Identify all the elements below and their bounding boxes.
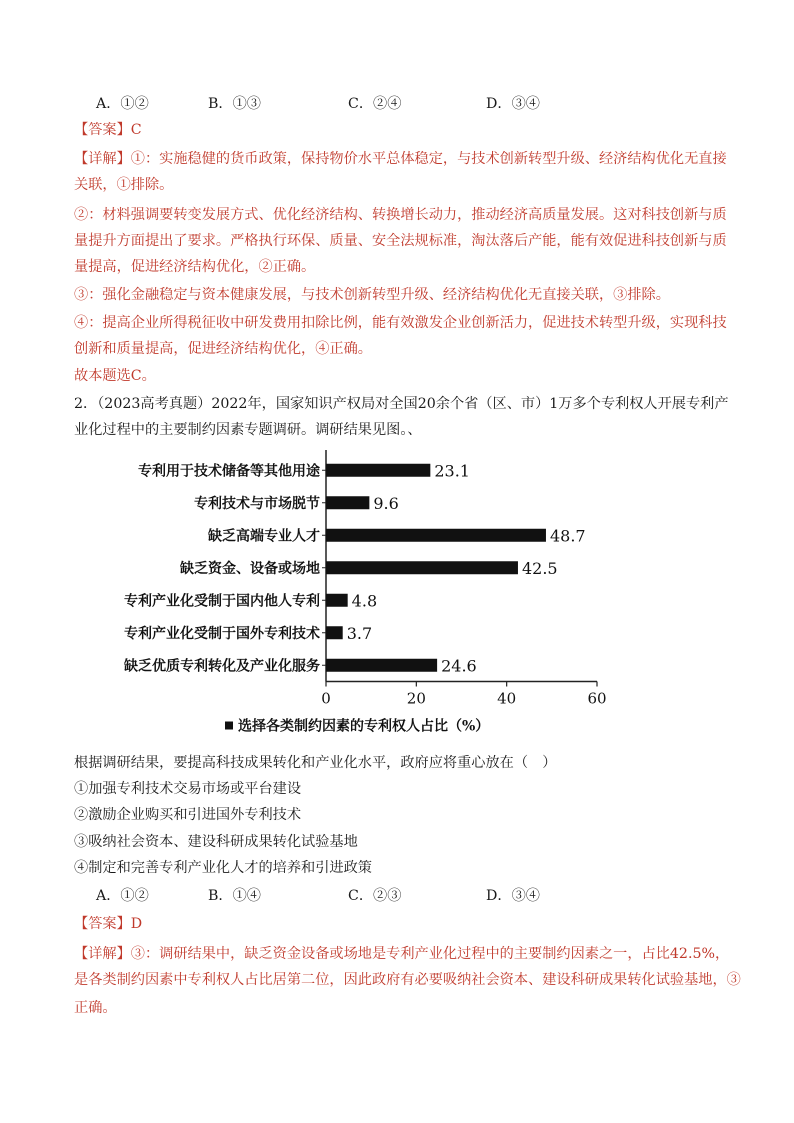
q2-option-d: D．③④ [486,888,540,904]
q2-option-a: A．①② [96,888,149,904]
answer-tag: 【答案】 [74,122,131,138]
category-label: 专利产业化受制于国外专利技术 [124,625,320,642]
value-label: 23.1 [434,461,470,481]
category-label: 专利技术与市场脱节 [194,495,320,512]
q2-detail-line-3: 正确。 [74,1000,117,1016]
q1-conclusion: 故本题选C。 [74,368,156,384]
bar-chart-svg [80,440,640,740]
x-tick-label: 40 [497,689,517,708]
detail-tag: 【详解】 [74,946,131,962]
x-tick-label: 20 [406,689,426,708]
q1-option-b: B．①③ [208,96,261,112]
bar [326,594,348,607]
value-label: 24.6 [441,656,477,676]
q2-item-3: ③吸纳社会资本、建设科研成果转化试验基地 [74,834,358,850]
q1-answer [74,120,142,140]
q2-item-1: ①加强专利技术交易市场或平台建设 [74,781,302,797]
q1-option-c: C．②④ [348,96,402,112]
category-label: 专利产业化受制于国内他人专利 [124,593,320,610]
q2-detail-line-2: 是各类制约因素中专利权人占比居第二位，因此政府有必要吸纳社会资本、建设科研成果转化试验基地，③ [74,972,741,988]
q1-detail-line-4: 量提升方面提出了要求。严格执行环保、质量、安全法规标准，淘汰落后产能，能有效促进科技创新与质 [74,233,727,249]
bar [326,464,430,477]
q1-detail-line-3: ②：材料强调要转变发展方式、优化经济结构、转换增长动力，推动经济高质量发展。这对科技创新与质 [74,207,727,223]
category-label: 专利用于技术储备等其他用途 [138,463,320,480]
q1-detail-line-8: 创新和质量提高，促进经济结构优化，④正确。 [74,341,372,357]
q2-item-4: ④制定和完善专利产业化人才的培养和引进政策 [74,860,372,876]
value-label: 9.6 [373,493,399,513]
q1-detail-line-5: 量提高，促进经济结构优化，②正确。 [74,259,316,275]
value-label: 42.5 [521,558,558,578]
bar [326,626,343,639]
x-tick-label: 0 [321,689,331,708]
detail-tag: 【详解】 [74,151,131,167]
value-label: 3.7 [346,623,373,643]
category-label: 缺乏资金、设备或场地 [180,560,320,577]
q2-item-2: ②激励企业购买和引进国外专利技术 [74,807,302,823]
value-label: 48.7 [549,526,586,546]
q2-question: 根据调研结果，要提高科技成果转化和产业化水平，政府应将重心放在（ ） [74,755,557,771]
detail-text: ①：实施稳健的货币政策，保持物价水平总体稳定，与技术创新转型升级、经济结构优化无直接 [130,151,727,167]
q2-answer [74,914,142,934]
q1-option-d: D．③④ [486,96,540,112]
q1-detail-line-2: 关联，①排除。 [74,177,174,193]
bar [326,561,518,574]
q2-stem-line-1: 2．（2023高考真题）2022年，国家知识产权局对全国20余个省（区、市）1万多个专利权人开展专利产 [74,396,729,412]
legend-swatch [225,722,233,730]
x-tick-label: 60 [587,689,607,708]
q1-detail-line-1 [74,149,727,169]
bar [326,496,369,509]
bar [326,529,546,542]
detail-text: ③：调研结果中，缺乏资金设备或场地是专利产业化过程中的主要制约因素之一，占比42.5%， [130,946,730,962]
category-label: 缺乏高端专业人才 [208,528,320,545]
answer-tag: 【答案】 [74,916,131,932]
bar [326,659,437,672]
answer-value: D [130,916,143,932]
q2-option-c: C．②③ [348,888,402,904]
q2-option-b: B．①④ [208,888,261,904]
bar-chart [80,440,640,740]
legend-label: 选择各类制约因素的专利权人占比（%） [238,718,490,735]
q2-stem-line-2: 业化过程中的主要制约因素专题调研。调研结果见图。、 [74,422,422,438]
value-label: 4.8 [351,591,378,611]
answer-value: C [130,122,142,138]
q1-detail-line-7: ④：提高企业所得税征收中研发费用扣除比例，能有效激发企业创新活力，促进技术转型升级，实现科技 [74,315,727,331]
q1-detail-line-6: ③：强化金融稳定与资本健康发展，与技术创新转型升级、经济结构优化无直接关联，③排除。 [74,287,670,303]
q2-detail-line-1 [74,944,729,964]
category-label: 缺乏优质专利转化及产业化服务 [124,658,320,675]
q1-option-a: A．①② [96,96,149,112]
